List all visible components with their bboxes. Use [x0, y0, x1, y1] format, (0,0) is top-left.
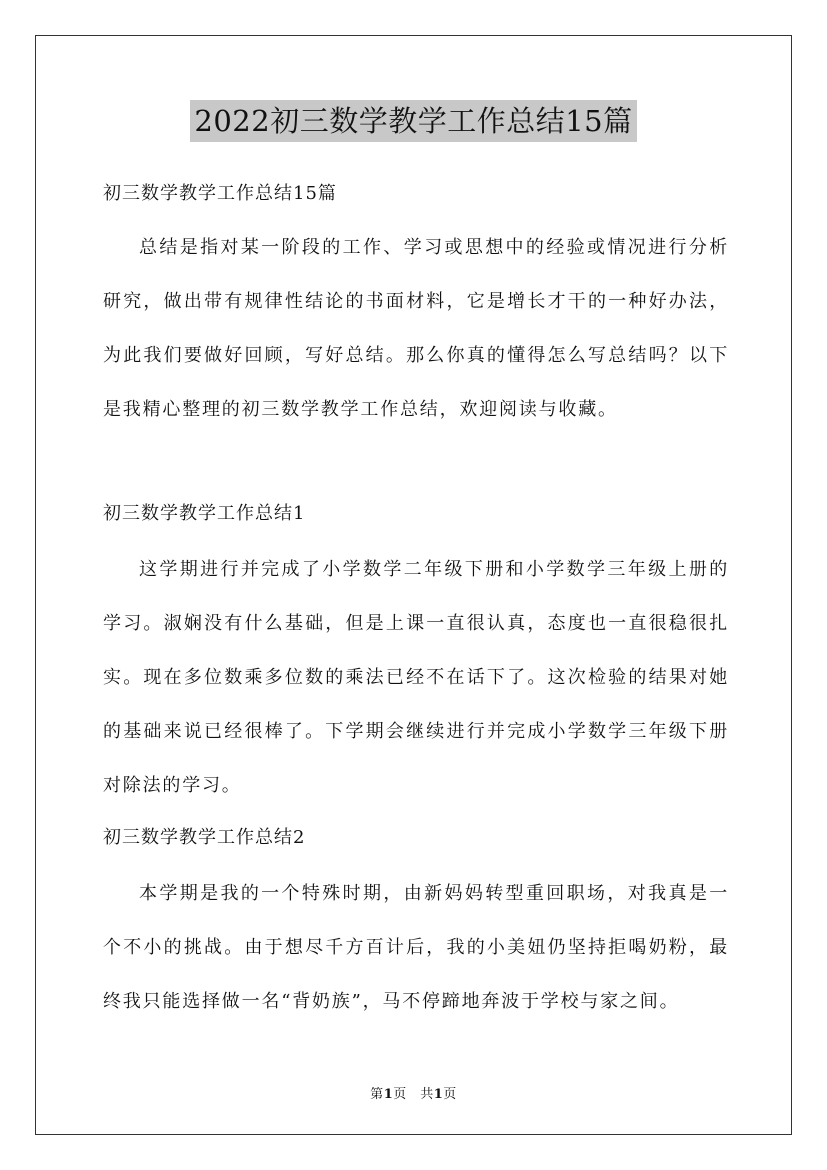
- document-title: 2022初三数学教学工作总结15篇: [190, 100, 636, 142]
- section-paragraph-intro: 总结是指对某一阶段的工作、学习或思想中的经验或情况进行分析研究，做出带有规律性结论的书面材料，它是增长才干的一种好办法，为此我们要做好回顾，写好总结。那么你真的懂得怎么写总结吗？以下是我精心整理的初三数学教学工作总结，欢迎阅读与收藏。: [103, 237, 729, 420]
- title-wrap: [0, 100, 827, 142]
- footer-page-prefix: 第: [370, 1087, 384, 1102]
- section-paragraph-2: 本学期是我的一个特殊时期，由新妈妈转型重回职场，对我真是一个不小的挑战。由于想尽千方百计后，我的小美妞仍坚持拒喝奶粉，最终我只能选择做一名“背奶族”，马不停蹄地奔波于学校与家之间。: [103, 883, 729, 1012]
- section-heading-2: 初三数学教学工作总结2: [103, 827, 306, 848]
- section-heading-1: 初三数学教学工作总结1: [103, 503, 306, 524]
- footer-page-suffix: 页: [443, 1087, 457, 1102]
- footer-current-page: 1: [383, 1087, 394, 1102]
- footer-total-pages: 1: [433, 1087, 444, 1102]
- section-heading-intro: 初三数学教学工作总结15篇: [103, 183, 337, 204]
- footer-page-mid: 页 共: [393, 1087, 434, 1102]
- document-body: [103, 175, 729, 1029]
- section-paragraph-1: 这学期进行并完成了小学数学二年级下册和小学数学三年级上册的学习。淑娴没有什么基础，但是上课一直很认真，态度也一直很稳很扎实。现在多位数乘多位数的乘法已经不在话下了。这次检验的结果对她的基础来说已经很棒了。下学期会继续进行并完成小学数学三年级下册对除法的学习。: [103, 559, 729, 796]
- page-footer: [0, 1083, 827, 1102]
